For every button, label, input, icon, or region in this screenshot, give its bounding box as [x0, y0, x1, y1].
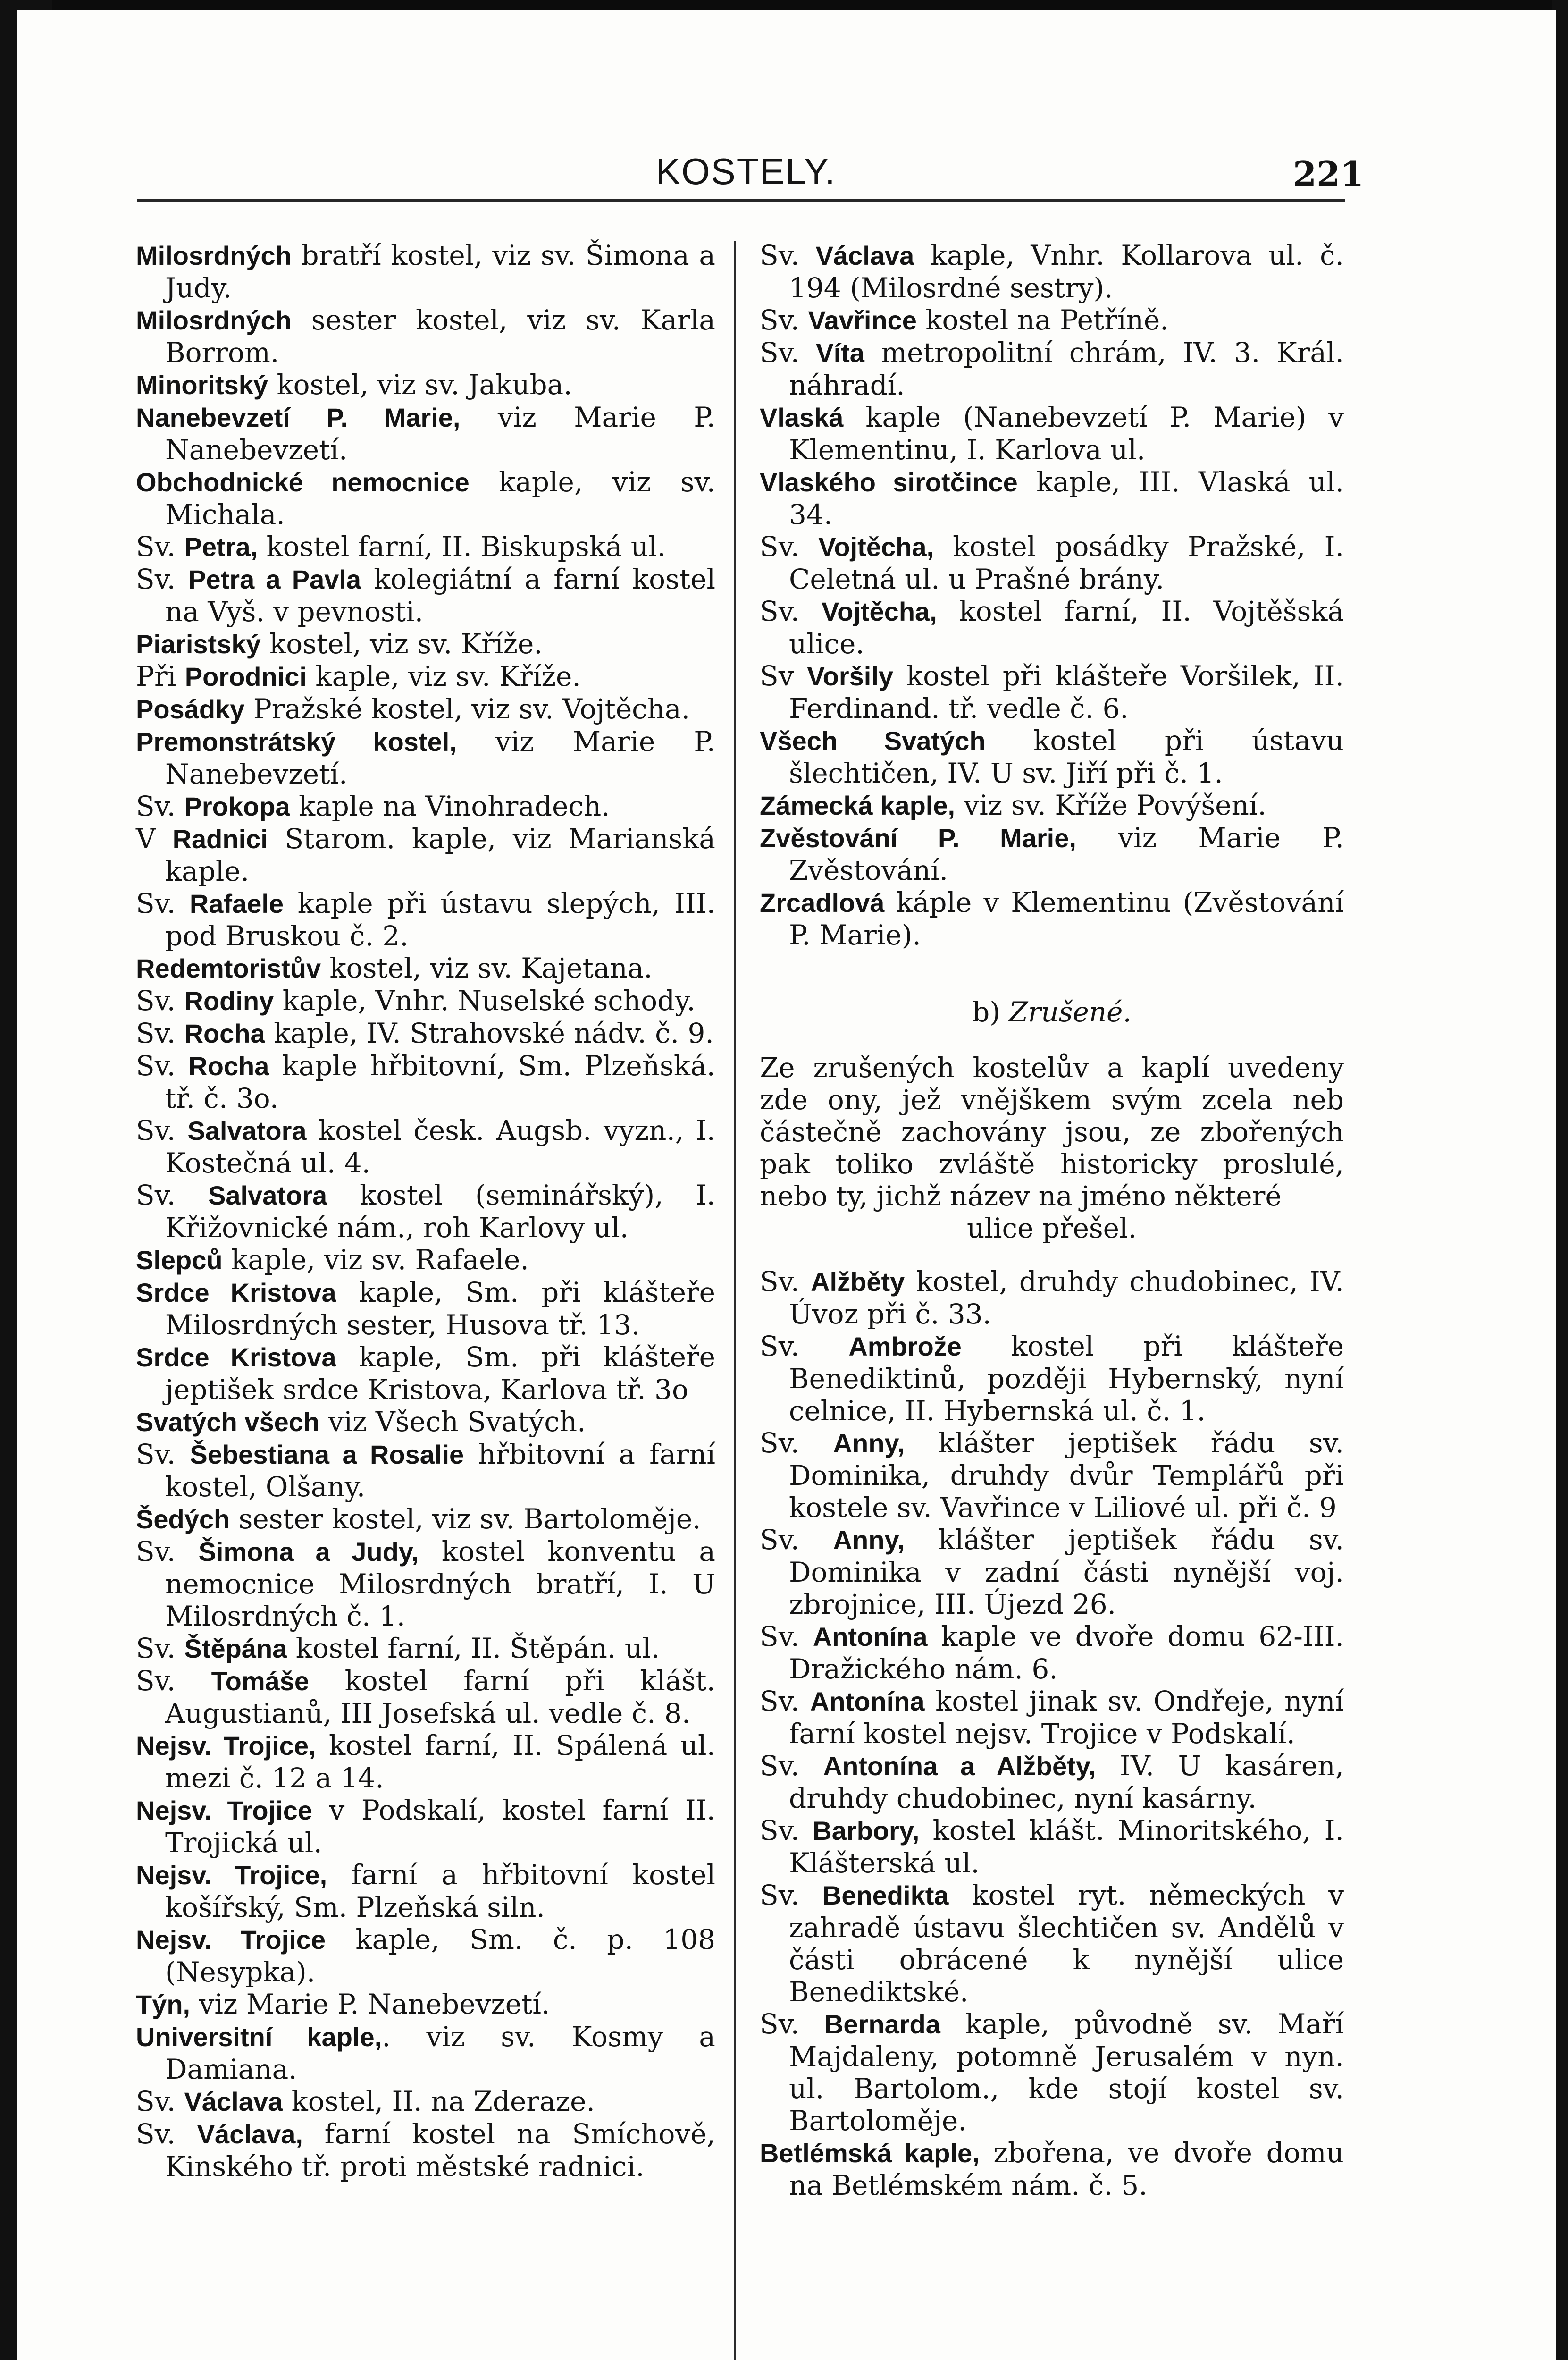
subheading-title: Zrušené.	[1009, 996, 1132, 1028]
left-column	[136, 239, 715, 2183]
index-entry	[760, 1879, 1344, 2008]
entry-text: kaple, Vnhr. Nuselské schody.	[274, 985, 696, 1017]
index-entry	[136, 239, 715, 304]
index-entry	[136, 2021, 715, 2085]
entry-keyword: Anny,	[833, 1525, 905, 1555]
entry-keyword: Zvěstování P. Marie,	[760, 823, 1076, 853]
entry-keyword: Václava	[815, 241, 914, 270]
entry-text: metropolitní chrám, IV. 3. Král. náhradí.	[789, 337, 1344, 401]
entry-keyword: Petra a Pavla	[188, 565, 361, 594]
entry-text: kostel, II. na Zderaze.	[283, 2085, 595, 2117]
index-entry	[136, 790, 715, 823]
entry-text: kaple, III. Vlaská ul. 34.	[789, 466, 1344, 531]
index-entry	[760, 1814, 1344, 1879]
index-entry	[760, 1750, 1344, 1814]
entry-prefix: Sv.	[760, 1814, 813, 1846]
index-entry	[760, 1330, 1344, 1427]
index-entry	[136, 1859, 715, 1923]
entry-text: v Podskalí, kostel farní II. Trojická ul.	[165, 1794, 715, 1859]
entry-keyword: Anny,	[833, 1428, 905, 1458]
index-entry	[136, 369, 715, 401]
entry-text: viz Marie P. Nanebevzetí.	[165, 725, 715, 790]
entry-keyword: Posádky	[136, 694, 245, 724]
entry-keyword: Voršily	[807, 661, 894, 691]
index-entry	[136, 1503, 715, 1535]
entry-prefix: Sv.	[760, 337, 816, 369]
entry-keyword: Obchodnické nemocnice	[136, 467, 470, 497]
entry-text: kostel farní, II. Štěpán. ul.	[287, 1632, 660, 1664]
index-entry	[136, 1114, 715, 1179]
entry-text: kostel při klášteře Benediktinů, později Hybernský, nyní celnice, II. Hybernská ul. č. 1.	[789, 1330, 1344, 1427]
entry-keyword: Bernarda	[824, 2009, 940, 2039]
entry-prefix: Sv.	[760, 1330, 849, 1362]
abolished-entries	[760, 1265, 1344, 2201]
entry-text: kaple, Sm. při klášteře jeptišek srdce Kristova, Karlova tř. 3o	[165, 1341, 716, 1406]
entry-prefix: Sv.	[136, 985, 184, 1017]
index-entry	[760, 1524, 1344, 1620]
entry-keyword: Srdce Kristova	[136, 1342, 336, 1372]
entry-text: viz sv. Kříže Povýšení.	[955, 789, 1266, 821]
entry-prefix: Sv.	[760, 1879, 822, 1911]
index-entry	[760, 789, 1344, 822]
entry-keyword: Rafaele	[189, 889, 284, 919]
entry-prefix: Sv.	[136, 1665, 211, 1697]
entry-keyword: Barbory,	[813, 1816, 920, 1846]
right-column-entries	[760, 239, 1344, 951]
entry-text: kaple, viz sv. Kříže.	[306, 660, 581, 692]
index-entry	[760, 595, 1344, 660]
entry-text: . viz sv. Kosmy a Damiana.	[165, 2021, 715, 2085]
index-entry	[136, 1179, 715, 1244]
entry-keyword: Nanebevzetí P. Marie,	[136, 403, 461, 432]
entry-text: kaple, Sm. při klášteře Milosrdných sester, Husova tř. 13.	[165, 1276, 716, 1341]
index-entry	[136, 823, 715, 887]
entry-keyword: Vlaského sirotčince	[760, 467, 1018, 497]
index-entry	[136, 1794, 715, 1859]
entry-text: kostel jinak sv. Ondřeje, nyní farní kostel nejsv. Trojice v Podskalí.	[789, 1685, 1344, 1750]
entry-text: Starom. kaple, viz Marianská kaple.	[165, 823, 715, 887]
entry-keyword: Petra,	[184, 532, 258, 562]
intro-last-line: ulice přešel.	[967, 1212, 1137, 1244]
book-page	[17, 10, 1556, 2360]
entry-text: sester kostel, viz sv. Bartoloměje.	[230, 1503, 701, 1535]
column-divider	[734, 241, 736, 2360]
entry-prefix: Sv.	[760, 304, 808, 336]
entry-keyword: Rocha	[184, 1019, 265, 1048]
entry-text: kostel farní při klášt. Augustianů, III Josefská ul. vedle č. 8.	[165, 1665, 715, 1729]
index-entry	[136, 1050, 715, 1114]
entry-keyword: Milosrdných	[136, 305, 292, 335]
entry-prefix: Sv.	[136, 1114, 188, 1146]
entry-keyword: Salvatora	[187, 1116, 307, 1146]
entry-keyword: Minoritský	[136, 370, 268, 400]
index-entry	[136, 401, 715, 466]
entry-text: kaple, Vnhr. Kollarova ul. č. 194 (Milosrdné sestry).	[789, 239, 1344, 304]
entry-keyword: Alžběty	[811, 1267, 905, 1297]
index-entry	[760, 660, 1344, 725]
index-entry	[760, 239, 1344, 304]
entry-keyword: Premonstrátský kostel,	[136, 727, 457, 757]
entry-text: viz Marie P. Nanebevzetí.	[190, 1988, 550, 2020]
entry-prefix: Sv.	[136, 531, 184, 563]
entry-text: kostel česk. Augsb. vyzn., I. Kostečná ul. 4.	[165, 1114, 715, 1179]
entry-keyword: Redemtoristův	[136, 953, 321, 983]
entry-keyword: Betlémská kaple,	[760, 2138, 980, 2168]
right-column	[760, 239, 1344, 2201]
entry-text: kaple, IV. Strahovské nádv. č. 9.	[265, 1017, 714, 1049]
entry-keyword: Rocha	[188, 1051, 269, 1081]
entry-text: kostel na Petříně.	[916, 304, 1169, 336]
entry-prefix: Sv.	[136, 563, 189, 595]
index-entry	[136, 1665, 715, 1729]
entry-prefix: Sv.	[136, 1179, 208, 1211]
entry-text: kaple (Nanebevzetí P. Marie) v Klementinu, I. Karlova ul.	[789, 401, 1344, 466]
entry-text: káple v Klementinu (Zvěstování P. Marie).	[789, 886, 1344, 951]
entry-text: klášter jeptišek řádu sv. Dominika v zadní části nynější voj. zbrojnice, III. Újezd 26.	[789, 1524, 1344, 1620]
index-entry	[760, 886, 1344, 951]
entry-text: klášter jeptišek řádu sv. Dominika, druhdy dvůr Templářů při kostele sv. Vavřince v Liliové ul. při č. 9	[789, 1427, 1344, 1524]
entry-text: kostel farní, II. Spálená ul. mezi č. 12 a 14.	[165, 1729, 715, 1794]
index-entry	[136, 1923, 715, 1988]
entry-prefix: Sv.	[136, 2118, 197, 2150]
index-entry	[136, 660, 715, 693]
index-entry	[136, 2118, 715, 2183]
entry-keyword: Vojtěcha,	[821, 597, 937, 626]
entry-keyword: Salvatora	[208, 1180, 327, 1210]
entry-keyword: Porodnici	[184, 662, 307, 691]
index-entry	[136, 531, 715, 563]
entry-prefix: Sv.	[136, 1017, 184, 1049]
index-entry	[760, 304, 1344, 337]
entry-text: kolegiátní a farní kostel na Vyš. v pevnosti.	[165, 563, 716, 628]
index-entry	[136, 1632, 715, 1665]
index-entry	[136, 1406, 715, 1438]
entry-text: kostel klášt. Minoritského, I. Klášterská ul.	[789, 1814, 1344, 1879]
entry-text: bratří kostel, viz sv. Šimona a Judy.	[165, 239, 715, 304]
entry-keyword: Nejsv. Trojice,	[136, 1860, 327, 1890]
index-entry	[760, 337, 1344, 401]
entry-text: kaple, původně sv. Maří Majdaleny, potomně Jerusalém v nyn. ul. Bartolom., kde stojí kostel sv. Bartoloměje.	[789, 2008, 1344, 2137]
entry-text: kostel farní, II. Biskupská ul.	[258, 531, 666, 563]
section-subheading	[760, 996, 1344, 1028]
entry-keyword: Tomáše	[211, 1666, 310, 1696]
entry-text: zbořena, ve dvoře domu na Betlémském nám. č. 5.	[789, 2137, 1344, 2201]
entry-text: kaple na Vinohradech.	[290, 790, 610, 822]
entry-prefix: Sv.	[136, 790, 184, 822]
entry-keyword: Zámecká kaple,	[760, 791, 956, 820]
entry-keyword: Štěpána	[184, 1634, 287, 1663]
entry-keyword: Svatých všech	[136, 1407, 320, 1437]
entry-keyword: Radnici	[172, 824, 268, 854]
entry-text: kostel farní, II. Vojtěšská ulice.	[789, 595, 1344, 660]
index-entry	[136, 2085, 715, 2118]
entry-prefix: Sv.	[136, 2085, 184, 2117]
index-entry	[136, 563, 715, 628]
entry-text: kaple, Sm. č. p. 108 (Nesypka).	[165, 1923, 715, 1988]
page-header	[137, 150, 1364, 202]
entry-prefix: Sv.	[136, 1535, 199, 1568]
entry-keyword: Antonína a Alžběty,	[823, 1751, 1096, 1781]
header-rule	[137, 199, 1345, 202]
entry-text: kostel při klášteře Voršilek, II. Ferdinand. tř. vedle č. 6.	[789, 660, 1344, 725]
index-entry	[136, 887, 715, 952]
entry-keyword: Benedikta	[822, 1880, 949, 1910]
entry-text: kostel konventu a nemocnice Milosrdných bratří, I. U Milosrdných č. 1.	[165, 1535, 715, 1632]
entry-keyword: Nejsv. Trojice	[136, 1795, 312, 1825]
entry-keyword: Rodiny	[184, 986, 274, 1016]
entry-keyword: Václava	[184, 2087, 283, 2116]
entry-keyword: Víta	[816, 338, 864, 368]
entry-prefix: Sv.	[136, 887, 190, 919]
entry-text: farní a hřbitovní kostel košířský, Sm. Plzeňská siln.	[165, 1859, 715, 1923]
entry-text: viz Marie P. Nanebevzetí.	[165, 401, 715, 466]
entry-text: hřbitovní a farní kostel, Olšany.	[165, 1438, 715, 1503]
entry-text: viz Všech Svatých.	[319, 1406, 586, 1438]
entry-keyword: Antonína	[810, 1686, 925, 1716]
entry-keyword: Šedých	[136, 1504, 230, 1534]
index-entry	[760, 1427, 1344, 1524]
entry-prefix: Sv.	[136, 1438, 190, 1470]
index-entry	[136, 628, 715, 660]
entry-keyword: Piaristský	[136, 629, 261, 659]
entry-keyword: Týn,	[136, 1989, 191, 2019]
entry-keyword: Vojtěcha,	[818, 532, 934, 562]
entry-prefix: Sv.	[760, 1524, 833, 1556]
entry-keyword: Šimona a Judy,	[198, 1537, 419, 1567]
entry-keyword: Universitní kaple,	[136, 2022, 382, 2052]
entry-text: kostel, viz sv. Kajetana.	[321, 952, 653, 984]
index-entry	[136, 1341, 715, 1406]
entry-text: IV. U kasáren, druhdy chudobinec, nyní kasárny.	[789, 1750, 1344, 1814]
entry-keyword: Prokopa	[184, 792, 290, 821]
entry-text: viz Marie P. Zvěstování.	[789, 822, 1344, 886]
entry-prefix: Sv.	[760, 531, 819, 563]
entry-text: kostel posádky Pražské, I. Celetná ul. u Prašné brány.	[789, 531, 1344, 595]
entry-text: sester kostel, viz sv. Karla Borrom.	[165, 304, 715, 369]
entry-keyword: Všech Svatých	[760, 726, 986, 756]
entry-prefix: Sv.	[760, 2008, 824, 2040]
entry-keyword: Nejsv. Trojice	[136, 1925, 326, 1955]
index-entry	[136, 1438, 715, 1503]
entry-prefix: Sv.	[136, 1050, 189, 1082]
entry-prefix: Sv.	[760, 1427, 833, 1459]
index-entry	[136, 1988, 715, 2021]
index-entry	[136, 1017, 715, 1050]
index-entry	[136, 725, 715, 790]
entry-text: kaple, viz sv. Michala.	[165, 466, 716, 531]
entry-text: kostel (seminářský), I. Křižovnické nám., roh Karlovy ul.	[165, 1179, 715, 1244]
index-entry	[760, 531, 1344, 595]
entry-keyword: Nejsv. Trojice,	[136, 1731, 316, 1761]
index-entry	[760, 1620, 1344, 1685]
entry-prefix: Sv.	[760, 239, 816, 271]
entry-keyword: Vlaská	[760, 403, 844, 432]
entry-keyword: Slepců	[136, 1245, 223, 1275]
index-entry	[136, 693, 715, 725]
index-entry	[760, 401, 1344, 466]
entry-prefix: Sv.	[760, 1265, 811, 1298]
index-entry	[136, 1535, 715, 1632]
index-entry	[136, 1244, 715, 1276]
index-entry	[136, 1276, 715, 1341]
entry-keyword: Zrcadlová	[760, 888, 885, 918]
page-number: 221	[1293, 154, 1364, 194]
entry-prefix: Sv.	[760, 595, 822, 627]
entry-text: kostel, viz sv. Jakuba.	[268, 369, 572, 401]
entry-text: kostel, druhdy chudobinec, IV. Úvoz při č. 33.	[789, 1265, 1344, 1330]
index-entry	[760, 2137, 1344, 2201]
entry-prefix: Sv.	[760, 1620, 813, 1652]
entry-prefix: Při	[136, 660, 185, 692]
entry-prefix: V	[136, 823, 173, 855]
entry-prefix: Sv.	[760, 1750, 823, 1782]
entry-text: kaple při ústavu slepých, III. pod Bruskou č. 2.	[165, 887, 716, 952]
section-intro	[760, 1052, 1344, 1244]
entry-text: kostel při ústavu šlechtičen, IV. U sv. Jiří při č. 1.	[789, 725, 1344, 789]
index-entry	[760, 466, 1344, 531]
subheading-letter: b)	[972, 996, 1000, 1028]
entry-keyword: Milosrdných	[136, 241, 292, 270]
index-entry	[760, 2008, 1344, 2137]
entry-prefix: Sv.	[136, 1632, 184, 1664]
entry-text: kaple hřbitovní, Sm. Plzeňská. tř. č. 3o.	[165, 1050, 715, 1114]
entry-text: kostel, viz sv. Kříže.	[260, 628, 543, 660]
index-entry	[760, 1265, 1344, 1330]
entry-keyword: Šebestiana a Rosalie	[190, 1440, 464, 1469]
entry-keyword: Srdce Kristova	[136, 1278, 336, 1307]
entry-text: kostel ryt. německých v zahradě ústavu šlechtičen sv. Andělů v části obrácené k nynější ulice Benediktské.	[789, 1879, 1344, 2008]
entry-keyword: Ambrože	[848, 1332, 962, 1361]
index-entry	[136, 466, 715, 531]
index-entry	[136, 952, 715, 985]
entry-keyword: Vavřince	[808, 305, 917, 335]
entry-keyword: Václava,	[197, 2119, 303, 2149]
entry-text: farní kostel na Smíchově, Kinského tř. proti městské radnici.	[165, 2118, 715, 2183]
entry-text: kaple, viz sv. Rafaele.	[222, 1244, 529, 1276]
entry-text: Pražské kostel, viz sv. Vojtěcha.	[244, 693, 690, 725]
index-entry	[760, 822, 1344, 886]
intro-body: Ze zrušených kostelův a kaplí uvedeny zde ony, jež vnějškem svým zcela neb částečně zachovány jsou, ze zbořených pak toliko zvláště historicky proslulé, nebo ty, jichž název na jméno některé	[760, 1052, 1344, 1212]
entry-text: kaple ve dvoře domu 62-III. Dražického nám. 6.	[789, 1620, 1344, 1685]
entry-prefix: Sv	[760, 660, 807, 692]
index-entry	[136, 304, 715, 369]
index-entry	[136, 985, 715, 1017]
entry-keyword: Antonína	[813, 1622, 928, 1652]
running-title: KOSTELY.	[656, 151, 836, 192]
index-entry	[760, 1685, 1344, 1750]
entry-prefix: Sv.	[760, 1685, 810, 1717]
index-entry	[760, 725, 1344, 789]
index-entry	[136, 1729, 715, 1794]
